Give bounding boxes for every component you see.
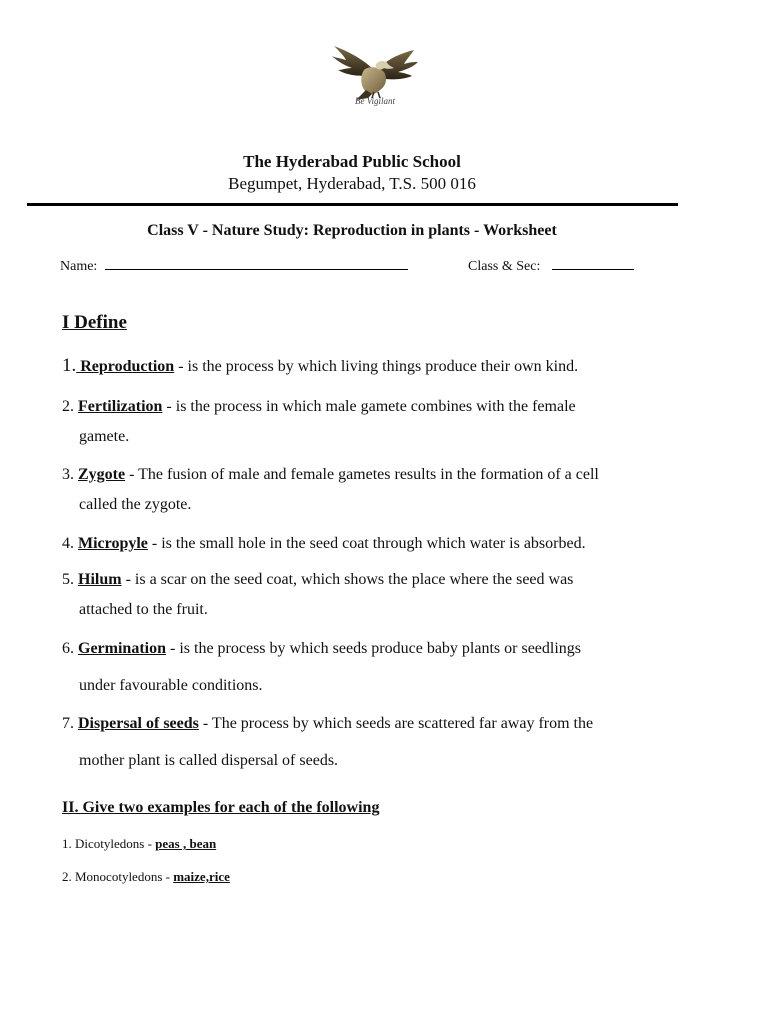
school-address: Begumpet, Hyderabad, T.S. 500 016 xyxy=(228,174,476,193)
definition-text: - The process by which seeds are scattered far away from the xyxy=(198,715,594,732)
definition-term: Micropyle xyxy=(78,535,148,552)
class-sec-field xyxy=(468,258,634,275)
definition-continuation: gamete. xyxy=(79,428,130,445)
definition-item xyxy=(62,641,682,694)
item-number: 5. xyxy=(62,571,74,588)
definition-item xyxy=(62,467,682,513)
example-item xyxy=(62,869,230,885)
definition-text: - is the small hole in the seed coat through which water is absorbed. xyxy=(147,535,586,552)
name-label: Name: xyxy=(60,259,98,274)
header-divider xyxy=(27,203,678,206)
definition-item xyxy=(62,355,682,376)
definition-text: - is the process by which living things produce their own kind. xyxy=(174,358,579,375)
item-number: 4. xyxy=(62,535,74,552)
class-sec-blank xyxy=(552,258,634,270)
definition-term: Dispersal of seeds xyxy=(78,715,199,732)
class-sec-label: Class & Sec: xyxy=(468,259,541,274)
definition-term: Fertilization xyxy=(78,398,163,415)
example-label: 2. Monocotyledons - xyxy=(62,869,174,884)
definition-item xyxy=(62,399,682,445)
example-item xyxy=(62,836,216,852)
definition-continuation: mother plant is called dispersal of seeds. xyxy=(79,752,339,769)
item-number: 6. xyxy=(62,640,74,657)
example-answer: maize,rice xyxy=(173,869,230,884)
definition-term: Hilum xyxy=(78,571,122,588)
definition-term: Zygote xyxy=(78,466,126,483)
name-blank xyxy=(105,258,408,270)
definition-item xyxy=(62,536,682,552)
example-answer: peas , bean xyxy=(155,836,217,851)
section-define-title: I Define xyxy=(62,312,127,333)
example-label: 1. Dicotyledons - xyxy=(62,836,156,851)
section-examples-title: II. Give two examples for each of the following xyxy=(62,799,380,816)
school-logo xyxy=(326,40,424,112)
logo-motto: Be Vigilant xyxy=(354,96,396,106)
definition-continuation: attached to the fruit. xyxy=(79,601,208,618)
item-number: 2. xyxy=(62,398,74,415)
definition-text: - is the process by which seeds produce baby plants or seedlings xyxy=(166,640,582,657)
definition-term: Germination xyxy=(78,640,166,657)
definition-term: Reproduction xyxy=(76,358,175,375)
item-number: 7. xyxy=(62,715,74,732)
definition-item xyxy=(62,716,682,769)
definition-continuation: under favourable conditions. xyxy=(79,677,263,694)
name-field xyxy=(60,258,408,275)
definition-item xyxy=(62,572,682,618)
definition-text: - is a scar on the seed coat, which shows the place where the seed was xyxy=(121,571,574,588)
worksheet-title: Class V - Nature Study: Reproduction in plants - Worksheet xyxy=(147,222,557,239)
definition-text: - The fusion of male and female gametes results in the formation of a cell xyxy=(125,466,599,483)
school-name: The Hyderabad Public School xyxy=(243,152,461,171)
definition-text: - is the process in which male gamete combines with the female xyxy=(162,398,576,415)
definition-continuation: called the zygote. xyxy=(79,496,192,513)
item-number: 1. xyxy=(62,355,77,376)
item-number: 3. xyxy=(62,466,74,483)
